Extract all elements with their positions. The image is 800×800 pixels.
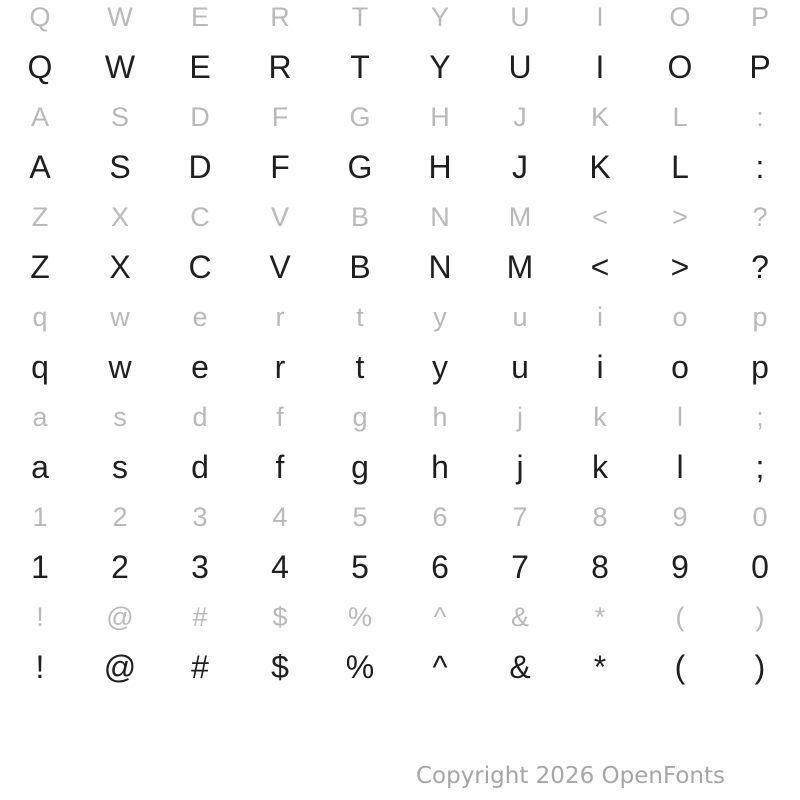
- glyph-black: (: [674, 649, 686, 685]
- glyph-gray: s: [113, 401, 127, 432]
- glyph-gray: &: [510, 601, 529, 632]
- glyph-black: ^: [432, 649, 448, 685]
- glyph-gray: u: [512, 301, 528, 332]
- glyph-black: 9: [671, 549, 689, 585]
- glyph-gray: d: [192, 401, 208, 432]
- glyph-gray: #: [192, 601, 208, 632]
- glyph-black: i: [596, 349, 604, 385]
- glyph-gray: A: [30, 101, 49, 132]
- glyph-gray: S: [110, 101, 129, 132]
- glyph-gray: W: [107, 1, 133, 32]
- glyph-black: <: [590, 249, 610, 285]
- glyph-gray: Y: [430, 1, 449, 32]
- glyph-black: L: [671, 149, 689, 185]
- glyph-black: @: [103, 649, 137, 685]
- specimen-row-black: [0, 42, 800, 92]
- glyph-black: e: [191, 349, 209, 385]
- glyph-gray: r: [275, 301, 285, 332]
- glyph-black: S: [109, 149, 131, 185]
- glyph-gray: k: [593, 401, 607, 432]
- glyph-gray: C: [190, 201, 210, 232]
- glyph-gray: I: [596, 1, 604, 32]
- glyph-gray: 5: [352, 501, 368, 532]
- glyph-black: N: [428, 249, 452, 285]
- glyph-gray: Z: [31, 201, 49, 232]
- glyph-black: l: [676, 449, 684, 485]
- specimen-row-black: [0, 342, 800, 392]
- glyph-black: >: [670, 249, 690, 285]
- glyph-black: U: [508, 49, 532, 85]
- glyph-black: !: [35, 649, 45, 685]
- glyph-black: C: [188, 249, 212, 285]
- glyph-gray: o: [672, 301, 688, 332]
- glyph-gray: ): [755, 601, 765, 632]
- glyph-black: :: [755, 149, 765, 185]
- glyph-black: 1: [31, 549, 49, 585]
- specimen-row-gray: [0, 292, 800, 342]
- glyph-gray: (: [675, 601, 685, 632]
- glyph-gray: Q: [29, 1, 51, 32]
- glyph-black: 7: [511, 549, 529, 585]
- glyph-gray: D: [190, 101, 210, 132]
- glyph-gray: e: [192, 301, 208, 332]
- glyph-black: 3: [191, 549, 209, 585]
- glyph-gray: M: [508, 201, 532, 232]
- glyph-black: r: [274, 349, 286, 385]
- glyph-gray: !: [36, 601, 44, 632]
- glyph-gray: g: [352, 401, 368, 432]
- glyph-black: D: [188, 149, 212, 185]
- specimen-row-gray: [0, 0, 800, 42]
- glyph-black: F: [270, 149, 290, 185]
- glyph-black: A: [29, 149, 51, 185]
- glyph-black: G: [347, 149, 373, 185]
- specimen-row-gray: [0, 492, 800, 542]
- glyph-black: $: [271, 649, 289, 685]
- glyph-gray: <: [592, 201, 608, 232]
- glyph-gray: 7: [512, 501, 528, 532]
- glyph-black: Z: [30, 249, 50, 285]
- glyph-black: y: [432, 349, 448, 385]
- glyph-black: w: [108, 349, 132, 385]
- glyph-gray: :: [756, 101, 764, 132]
- glyph-gray: U: [510, 1, 530, 32]
- glyph-black: P: [749, 49, 771, 85]
- glyph-black: W: [104, 49, 136, 85]
- glyph-black: 4: [271, 549, 289, 585]
- glyph-black: f: [275, 449, 285, 485]
- glyph-gray: 4: [272, 501, 288, 532]
- glyph-gray: i: [597, 301, 603, 332]
- glyph-gray: R: [270, 1, 290, 32]
- glyph-black: %: [345, 649, 375, 685]
- specimen-row-black: [0, 242, 800, 292]
- glyph-black: ;: [755, 449, 765, 485]
- glyph-black: V: [269, 249, 291, 285]
- glyph-black: H: [428, 149, 452, 185]
- glyph-black: #: [191, 649, 209, 685]
- specimen-row-gray: [0, 192, 800, 242]
- glyph-black: E: [189, 49, 211, 85]
- specimen-row-black: [0, 442, 800, 492]
- glyph-gray: 1: [32, 501, 48, 532]
- glyph-gray: J: [513, 101, 527, 132]
- specimen-row-gray: [0, 392, 800, 442]
- glyph-black: ?: [751, 249, 769, 285]
- glyph-gray: t: [356, 301, 364, 332]
- glyph-gray: L: [672, 101, 688, 132]
- glyph-gray: 2: [112, 501, 128, 532]
- glyph-black: B: [349, 249, 371, 285]
- glyph-black: q: [31, 349, 49, 385]
- glyph-black: M: [506, 249, 534, 285]
- glyph-gray: 8: [592, 501, 608, 532]
- copyright-text: Copyright 2026 OpenFonts: [415, 763, 725, 789]
- glyph-black: k: [592, 449, 608, 485]
- glyph-gray: p: [752, 301, 768, 332]
- glyph-black: ): [754, 649, 766, 685]
- glyph-black: R: [268, 49, 292, 85]
- glyph-gray: ?: [752, 201, 768, 232]
- glyph-gray: f: [276, 401, 284, 432]
- glyph-gray: l: [677, 401, 683, 432]
- glyph-black: 6: [431, 549, 449, 585]
- glyph-black: o: [671, 349, 689, 385]
- glyph-gray: 3: [192, 501, 208, 532]
- glyph-gray: B: [350, 201, 369, 232]
- glyph-black: Y: [429, 49, 451, 85]
- glyph-black: d: [191, 449, 209, 485]
- glyph-gray: N: [430, 201, 450, 232]
- glyph-gray: 0: [752, 501, 768, 532]
- glyph-gray: E: [190, 1, 209, 32]
- glyph-black: *: [593, 649, 607, 685]
- glyph-black: g: [351, 449, 369, 485]
- glyph-black: t: [355, 349, 365, 385]
- glyph-black: 0: [751, 549, 769, 585]
- glyph-gray: ^: [433, 601, 447, 632]
- glyph-black: s: [112, 449, 128, 485]
- glyph-black: I: [595, 49, 605, 85]
- specimen-row-black: [0, 642, 800, 692]
- specimen-row-gray: [0, 592, 800, 642]
- glyph-gray: >: [672, 201, 688, 232]
- glyph-black: Q: [27, 49, 53, 85]
- glyph-black: u: [511, 349, 529, 385]
- glyph-gray: j: [517, 401, 523, 432]
- glyph-gray: @: [106, 601, 134, 632]
- glyph-black: p: [751, 349, 769, 385]
- glyph-black: h: [431, 449, 449, 485]
- glyph-gray: w: [110, 301, 130, 332]
- glyph-black: J: [512, 149, 528, 185]
- glyph-gray: a: [32, 401, 48, 432]
- glyph-gray: *: [594, 601, 606, 632]
- specimen-row-black: [0, 142, 800, 192]
- glyph-black: T: [350, 49, 370, 85]
- glyph-black: K: [589, 149, 611, 185]
- glyph-gray: %: [347, 601, 372, 632]
- glyph-gray: h: [432, 401, 448, 432]
- specimen-row-gray: [0, 92, 800, 142]
- glyph-black: 2: [111, 549, 129, 585]
- glyph-black: 8: [591, 549, 609, 585]
- glyph-gray: y: [433, 301, 447, 332]
- glyph-gray: F: [271, 101, 289, 132]
- glyph-black: O: [667, 49, 693, 85]
- glyph-black: j: [516, 449, 524, 485]
- glyph-gray: 9: [672, 501, 688, 532]
- glyph-gray: G: [349, 101, 371, 132]
- glyph-gray: P: [750, 1, 769, 32]
- glyph-black: X: [109, 249, 131, 285]
- glyph-gray: H: [430, 101, 450, 132]
- glyph-black: &: [509, 649, 531, 685]
- glyph-gray: O: [669, 1, 691, 32]
- glyph-gray: ;: [756, 401, 764, 432]
- glyph-gray: V: [270, 201, 289, 232]
- glyph-gray: T: [351, 1, 369, 32]
- glyph-gray: K: [590, 101, 609, 132]
- glyph-gray: q: [32, 301, 48, 332]
- glyph-gray: $: [272, 601, 288, 632]
- glyph-black: 5: [351, 549, 369, 585]
- glyph-gray: X: [110, 201, 129, 232]
- glyph-gray: 6: [432, 501, 448, 532]
- specimen-row-black: [0, 542, 800, 592]
- glyph-black: a: [31, 449, 49, 485]
